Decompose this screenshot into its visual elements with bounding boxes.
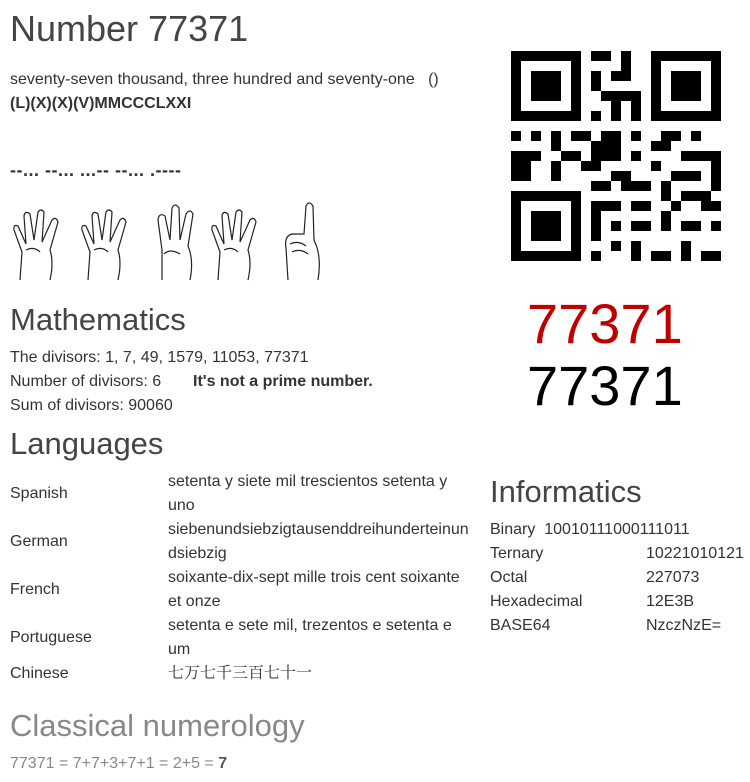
numerology-formula-text: 77371 = 7+7+3+7+1 = 2+5 = — [10, 755, 219, 772]
number-words-suffix: () — [428, 71, 439, 88]
language-name: German — [10, 533, 68, 550]
informatics-label: Hexadecimal — [490, 593, 583, 610]
hand-seven-icon — [208, 200, 264, 282]
informatics-value: 227073 — [646, 569, 700, 586]
qr-code — [511, 51, 721, 261]
informatics-label: BASE64 — [490, 617, 551, 634]
language-value: 七万七千三百七十一 — [168, 665, 313, 682]
hand-seven-icon — [10, 200, 66, 282]
language-name: Chinese — [10, 665, 69, 682]
number-words — [10, 68, 480, 92]
informatics-label: Octal — [490, 569, 528, 586]
language-value: soixante-dix-sept mille trois cent soixante et onze — [168, 569, 460, 610]
prime-status: It's not a prime number. — [193, 373, 373, 390]
informatics-row — [490, 614, 744, 638]
hand-one-icon — [278, 200, 334, 282]
language-value: setenta y siete mil trescientos setenta y uno — [168, 473, 448, 514]
hand-seven-icon — [78, 200, 134, 282]
numerology-result: 7 — [218, 755, 228, 772]
languages-table — [10, 470, 470, 686]
language-row — [10, 566, 470, 614]
binary-label: Binary — [490, 521, 536, 538]
sign-language-hands — [10, 200, 340, 282]
languages-heading: Languages — [10, 426, 164, 461]
number-words-text: seventy-seven thousand, three hundred and seventy-one — [10, 71, 415, 88]
informatics-row — [490, 542, 744, 566]
informatics-value: NzczNzE= — [646, 617, 722, 634]
roman-numeral: (L)(X)(X)(V)MMCCCLXXI — [10, 95, 192, 112]
divisors-sum: Sum of divisors: 90060 — [10, 397, 173, 414]
page-title: Number 77371 — [10, 8, 249, 49]
language-row — [10, 614, 470, 662]
hand-three-icon — [150, 200, 206, 282]
informatics-row — [490, 590, 744, 614]
language-row — [10, 518, 470, 566]
language-row — [10, 470, 470, 518]
numerology-heading: Classical numerology — [10, 708, 305, 743]
divisors-count: Number of divisors: 6 — [10, 373, 162, 390]
binary-value: 10010111000111011 — [544, 521, 690, 538]
informatics-label: Ternary — [490, 545, 544, 562]
informatics-row — [490, 566, 744, 590]
big-number-red: 77371 — [527, 292, 683, 355]
binary-row — [490, 518, 690, 542]
big-number-black: 77371 — [527, 354, 683, 417]
language-name: Portuguese — [10, 629, 92, 646]
informatics-heading: Informatics — [490, 474, 642, 509]
language-name: French — [10, 581, 60, 598]
informatics-table — [490, 542, 744, 638]
language-name: Spanish — [10, 485, 68, 502]
divisors-list: The divisors: 1, 7, 49, 1579, 11053, 77371 — [10, 349, 309, 366]
numerology-formula — [10, 752, 227, 776]
informatics-value: 10221010121 — [646, 545, 744, 562]
language-value: setenta e sete mil, trezentos e setenta e um — [168, 617, 452, 658]
morse-code: --... --... ...-- --... .---- — [10, 160, 182, 180]
language-row — [10, 662, 470, 686]
mathematics-heading: Mathematics — [10, 302, 186, 337]
informatics-value: 12E3B — [646, 593, 695, 610]
language-value: siebenundsiebzigtausenddreihunderteinundsiebzig — [168, 521, 469, 562]
